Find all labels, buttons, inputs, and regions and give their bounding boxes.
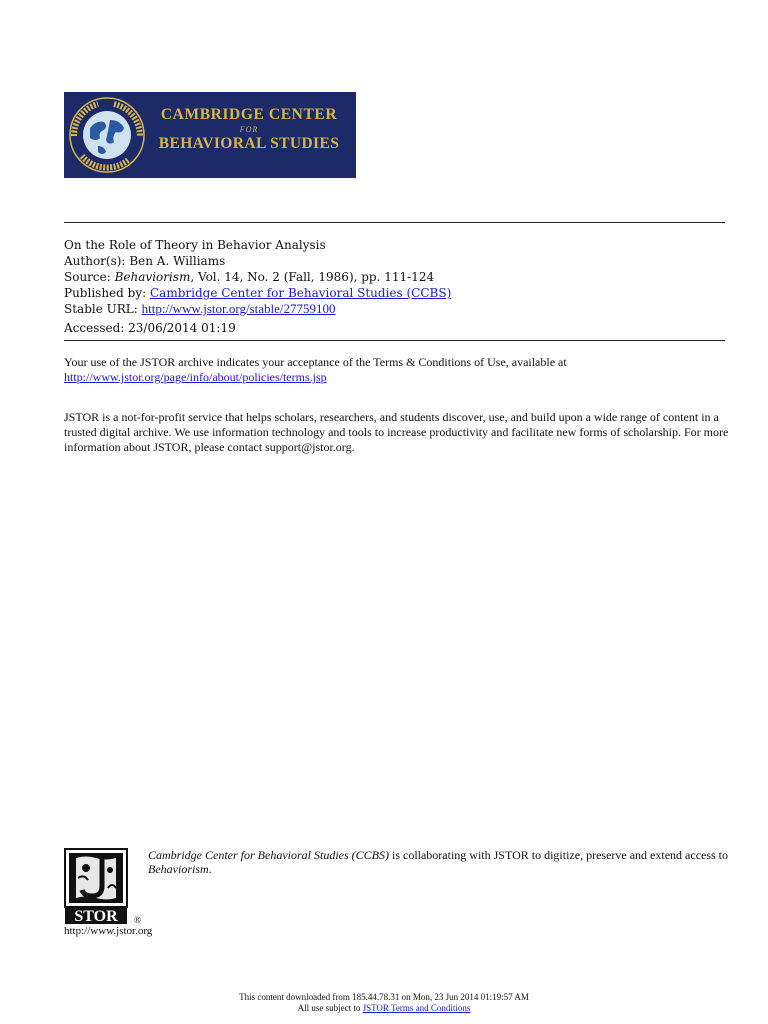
footer-terms-link[interactable]: JSTOR Terms and Conditions xyxy=(362,1003,471,1013)
bottom-divider xyxy=(64,340,725,341)
source-journal: Behaviorism xyxy=(114,270,191,284)
source-details: , Vol. 14, No. 2 (Fall, 1986), pp. 111-124 xyxy=(190,270,435,284)
terms-paragraph xyxy=(64,355,734,385)
jstor-url: http://www.jstor.org xyxy=(64,925,153,937)
jstor-logo-icon xyxy=(64,848,144,926)
collab-journal: Behaviorism xyxy=(148,862,209,876)
stable-url-link[interactable]: http://www.jstor.org/stable/27759100 xyxy=(141,301,336,316)
author-line xyxy=(64,253,725,269)
terms-link[interactable]: http://www.jstor.org/page/info/about/policies/terms.jsp xyxy=(64,370,327,384)
registered-mark: ® xyxy=(134,915,141,925)
publisher-label: Published by: xyxy=(64,286,147,300)
collab-middle: is collaborating with JSTOR to digitize, preserve and extend access to xyxy=(388,848,729,862)
top-divider xyxy=(64,222,725,223)
footer-terms-prefix: All use subject to xyxy=(297,1003,363,1013)
article-title: On the Role of Theory in Behavior Analysis xyxy=(64,238,326,252)
publisher-logo xyxy=(64,92,356,178)
logo-line-1: CAMBRIDGE CENTER xyxy=(160,106,338,123)
source-line xyxy=(64,269,725,285)
globe-emblem-icon xyxy=(68,96,146,174)
citation-block xyxy=(64,237,725,336)
accessed-date: Accessed: 23/06/2014 01:19 xyxy=(64,321,236,335)
stable-url-line xyxy=(64,301,725,317)
stable-url-label: Stable URL: xyxy=(64,302,138,316)
terms-text: Your use of the JSTOR archive indicates your acceptance of the Terms & Conditions of Use, available at xyxy=(64,355,567,369)
collaboration-note xyxy=(148,848,738,876)
source-label: Source: xyxy=(64,270,111,284)
download-footer xyxy=(0,992,768,1014)
logo-wordmark xyxy=(149,106,349,153)
collab-org: Cambridge Center for Behavioral Studies (CCBS) xyxy=(148,848,389,862)
about-paragraph: JSTOR is a not-for-profit service that helps scholars, researchers, and students discover, use, and build upon a wide range of content in a trusted digital archive. We use information technology and tools to increase productivity and facilitate new forms of scholarship. For more information about JSTOR, please contact support@jstor.org. xyxy=(64,410,729,454)
author-label: Author(s): xyxy=(64,254,126,268)
jstor-logo-text: STOR xyxy=(74,908,118,925)
footer-terms-line xyxy=(0,1003,768,1014)
publisher-line xyxy=(64,285,725,301)
logo-line-2: FOR xyxy=(239,125,259,134)
publisher-link[interactable]: Cambridge Center for Behavioral Studies (CCBS) xyxy=(149,286,452,300)
author-name: Ben A. Williams xyxy=(129,254,226,268)
logo-line-3: BEHAVIORAL STUDIES xyxy=(158,135,340,152)
footer-download-line: This content downloaded from 185.44.78.31 on Mon, 23 Jun 2014 01:19:57 AM xyxy=(239,992,529,1002)
collab-end: . xyxy=(208,862,212,876)
